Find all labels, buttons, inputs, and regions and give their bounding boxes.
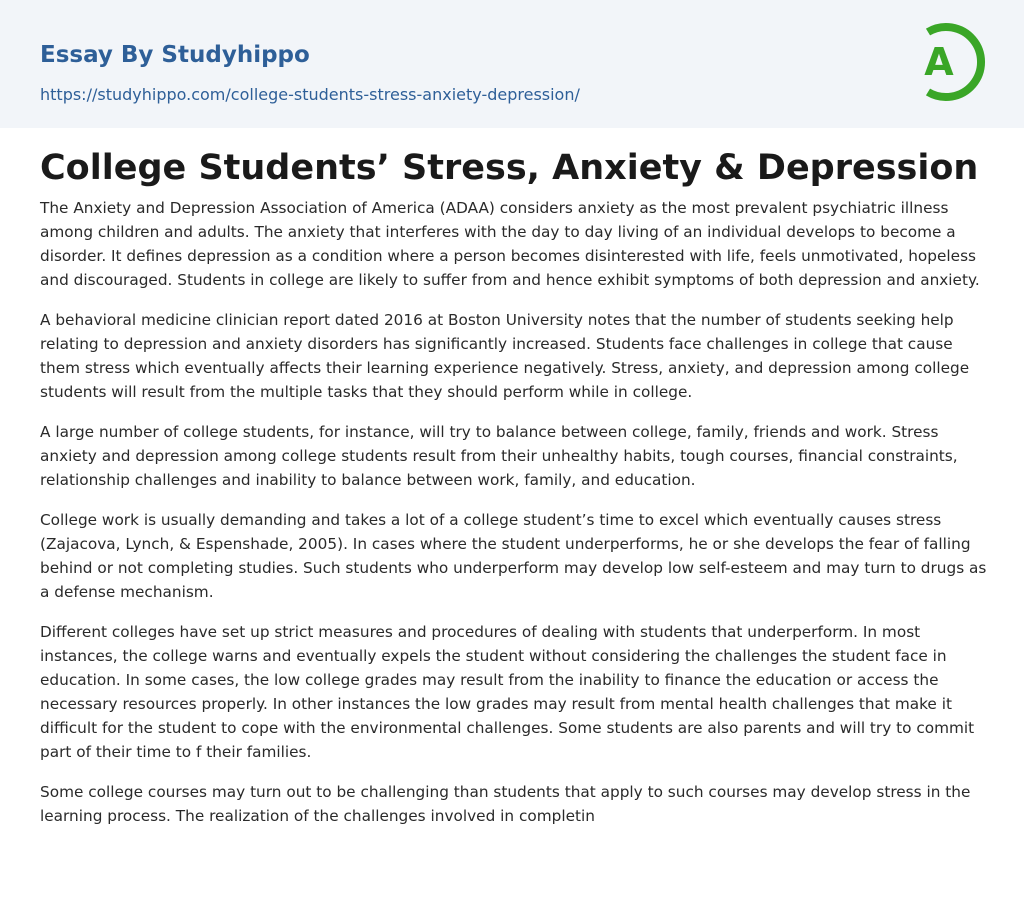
essay-paragraph: A large number of college students, for instance, will try to balance between college, family, friends and work. Stress anxiety and depression among college students result from their unhealthy habits, tough courses, financial constraints, relationship challenges and inability to balance between work, family, and education. <box>40 423 958 489</box>
logo-letter: A <box>924 40 954 84</box>
essay-title: College Students’ Stress, Anxiety & Depression <box>40 148 979 188</box>
essay-paragraph: A behavioral medicine clinician report dated 2016 at Boston University notes that the number of students seeking help relating to depression and anxiety disorders has significantly increased. Students face challenges in college that cause them stress which eventually affects their learning experience negatively. Stress, anxiety, and depression among college students will result from the multiple tasks that they should perform while in college. <box>40 311 970 401</box>
studyhippo-logo-icon <box>908 18 988 106</box>
essay-paragraph: College work is usually demanding and takes a lot of a college student’s time to excel which eventually causes stress (Zajacova, Lynch, & Espenshade, 2005). In cases where the student underperforms, he or she develops the fear of falling behind or not completing studies. Such students who underperform may develop low self-esteem and may turn to drugs as a defense mechanism. <box>40 511 987 601</box>
essay-url-link[interactable]: https://studyhippo.com/college-students-stress-anxiety-depression/ <box>40 85 580 104</box>
essay-paragraph: Some college courses may turn out to be challenging than students that apply to such courses may develop stress in the learning process. The realization of the challenges involved in completin <box>40 783 971 825</box>
essay-paragraph: Different colleges have set up strict measures and procedures of dealing with students that underperform. In most instances, the college warns and eventually expels the student without considering the challenges the student face in education. In some cases, the low college grades may result from the inability to finance the education or access the necessary resources properly. In other instances the low grades may result from mental health challenges that make it difficult for the student to cope with the environmental challenges. Some students are also parents and will try to commit part of their time to f their families. <box>40 623 975 761</box>
essay-paragraph: The Anxiety and Depression Association of America (ADAA) considers anxiety as the most prevalent psychiatric illness among children and adults. The anxiety that interferes with the day to day living of an individual develops to become a disorder. It defines depression as a condition where a person becomes disinterested with life, feels unmotivated, hopeless and discouraged. Students in college are likely to suffer from and hence exhibit symptoms of both depression and anxiety. <box>40 199 980 289</box>
essay-content <box>40 144 988 844</box>
brand-title: Essay By Studyhippo <box>40 42 310 68</box>
site-header <box>0 0 1024 128</box>
